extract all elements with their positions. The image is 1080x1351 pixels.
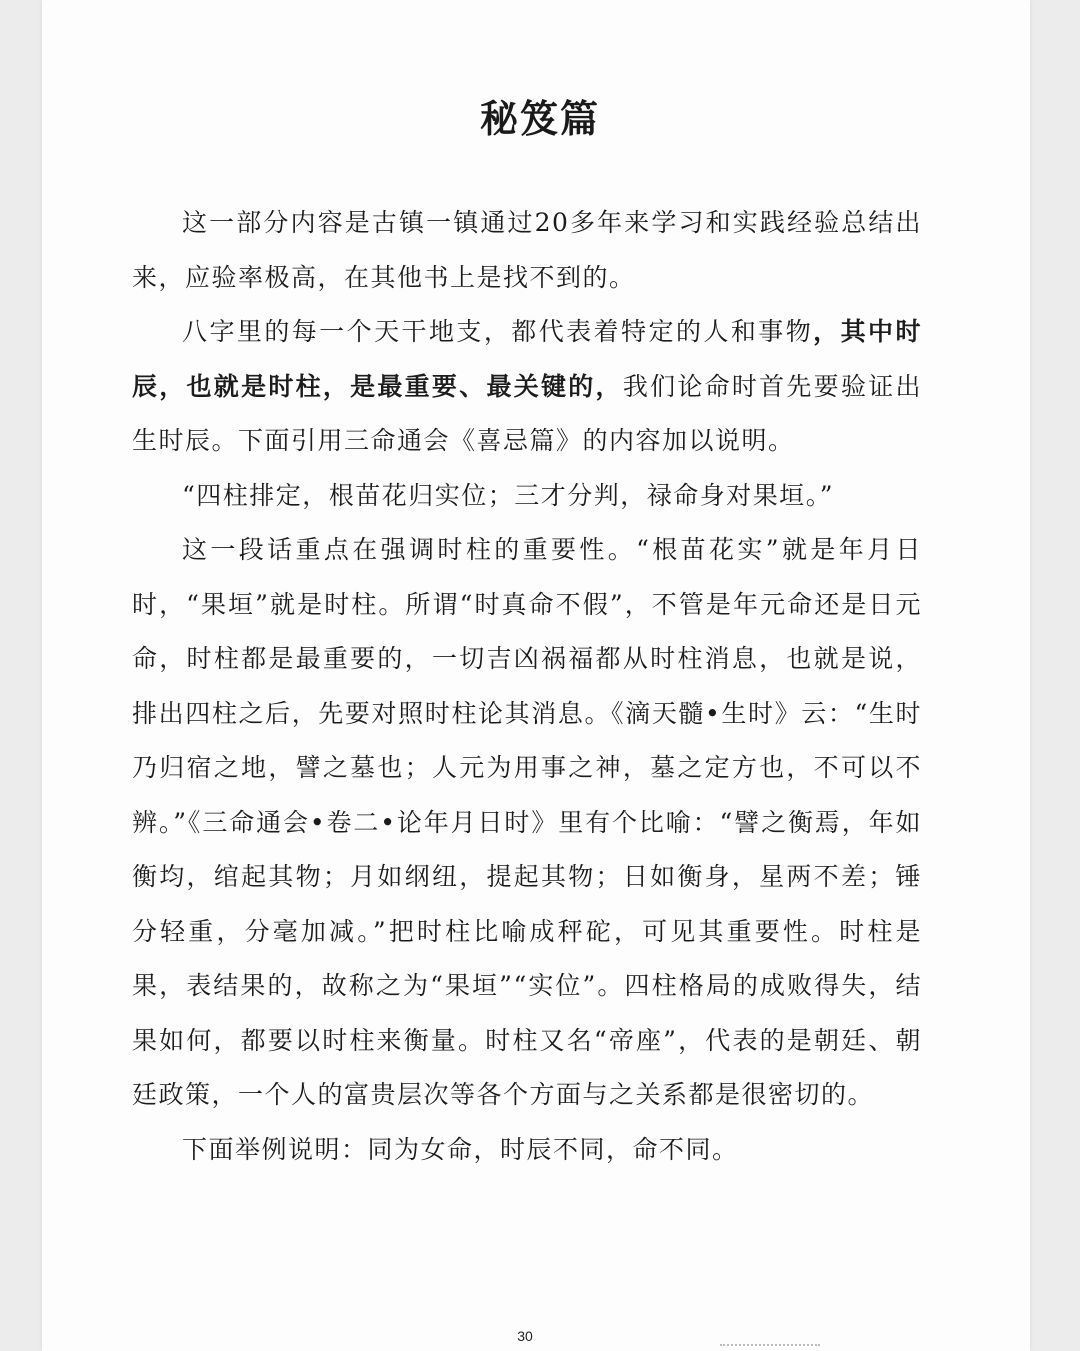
- paragraph-quote: “四柱排定，根苗花归实位；三才分判，禄命身对果垣。”: [182, 480, 835, 510]
- paragraph-bazi-bold: ，其中时辰，也就是时柱，是最重要、最关键的，: [132, 317, 922, 401]
- paragraph-explanation: 这一段话重点在强调时柱的重要性。“根苗花实”就是年月日时，“果垣”就是时柱。所谓“时真命不假”，不管是年元命还是日元命，时柱都是最重要的，一切吉凶祸福都从时柱消息，也就是说，排出四柱之后，先要对照时柱论其消息。《滴天髓•生时》云：“生时乃归宿之地，譬之墓也；人元为用事之神，墓之定方也，不可以不辨。”《三命通会•卷二•论年月日时》里有个比喻：“譬之衡焉，年如衡均，绾起其物；月如纲纽，提起其物；日如衡身，星两不差；锤分轻重，分毫加减。”把时柱比喻成秤砣，可见其重要性。时柱是果，表结果的，故称之为“果垣”“实位”。四柱格局的成败得失，结果如何，都要以时柱来衡量。时柱又名“帝座”，代表的是朝廷、朝廷政策，一个人的富贵层次等各个方面与之关系都是很密切的。: [132, 535, 922, 1109]
- paragraph-bazi-tail: 我们论命时首先要验证出生时辰。下面引用三命通会《喜忌篇》的内容加以说明。: [132, 371, 922, 455]
- page-title: 秘笈篇: [479, 96, 600, 141]
- paragraph-example: 下面举例说明：同为女命，时辰不同，命不同。: [182, 1134, 739, 1164]
- page-number: 30: [517, 1328, 533, 1344]
- scan-artifact: [720, 1344, 820, 1350]
- paragraph-bazi: [132, 305, 922, 469]
- paragraph-intro: 这一部分内容是古镇一镇通过20多年来学习和实践经验总结出来，应验率极高，在其他书上是找不到的。: [132, 208, 922, 292]
- paragraph-bazi-lead: 八字里的每一个天干地支，都代表着特定的人和事物: [182, 317, 814, 346]
- document-body: [132, 196, 922, 1177]
